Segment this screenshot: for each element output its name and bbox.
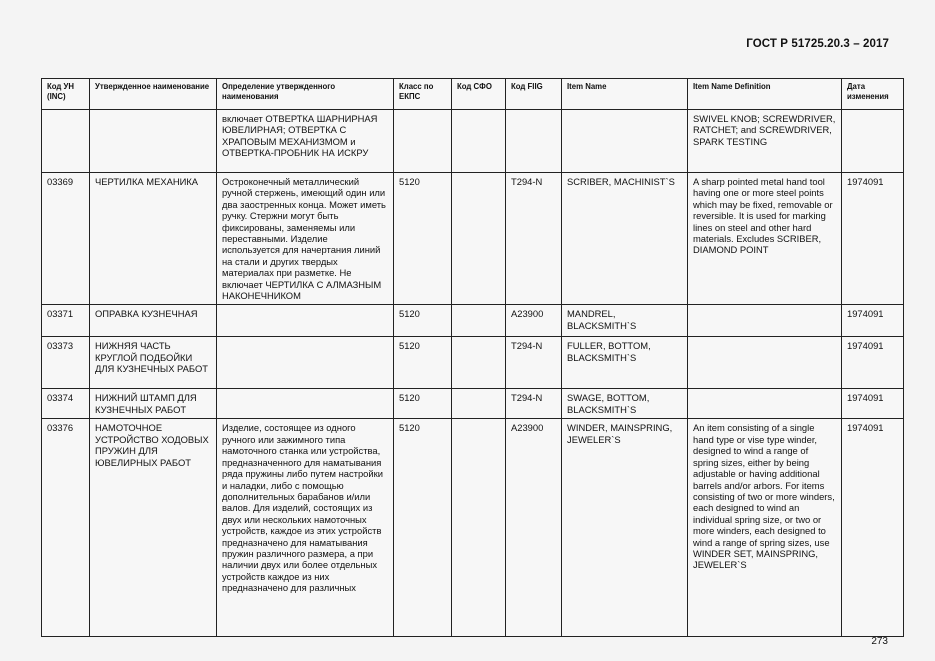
table-row bbox=[42, 337, 904, 389]
cell-item-definition: An item consisting of a single hand type or vise type winder, designed to wind a range of spring sizes, either by being adjustable or having additional barrels and/or arbors. For items consisting of two or more winders, each designed to wind an individual spring size, or two or more winders, each designed to wind a range of spring sizes, use WINDER SET, MAINSPRING, JEWELER`S bbox=[688, 419, 842, 637]
table-header-row bbox=[42, 79, 904, 110]
cell-item-name: FULLER, BOTTOM, BLACKSMITH`S bbox=[562, 337, 688, 389]
cell-code: 03373 bbox=[42, 337, 90, 389]
column-header-code: Код УН (INC) bbox=[42, 79, 90, 110]
cell-approved-name: НИЖНЯЯ ЧАСТЬ КРУГЛОЙ ПОДБОЙКИ ДЛЯ КУЗНЕЧНЫХ РАБОТ bbox=[90, 337, 217, 389]
cell-class: 5120 bbox=[394, 389, 452, 419]
cell-date: 1974091 bbox=[842, 389, 904, 419]
cell-item-definition bbox=[688, 305, 842, 337]
cell-definition: включает ОТВЕРТКА ШАРНИРНАЯ ЮВЕЛИРНАЯ; ОТВЕРТКА С ХРАПОВЫМ МЕХАНИЗМОМ и ОТВЕРТКА-ПРОБНИК НА ИСКРУ bbox=[217, 110, 394, 173]
cell-class: 5120 bbox=[394, 173, 452, 305]
table-row bbox=[42, 419, 904, 637]
table-row bbox=[42, 305, 904, 337]
cell-item-definition bbox=[688, 389, 842, 419]
cell-date: 1974091 bbox=[842, 173, 904, 305]
cell-sfo bbox=[452, 389, 506, 419]
cell-approved-name: НИЖНИЙ ШТАМП ДЛЯ КУЗНЕЧНЫХ РАБОТ bbox=[90, 389, 217, 419]
cell-sfo bbox=[452, 173, 506, 305]
table-row bbox=[42, 173, 904, 305]
cell-date bbox=[842, 110, 904, 173]
cell-class bbox=[394, 110, 452, 173]
cell-item-name: SWAGE, BOTTOM, BLACKSMITH`S bbox=[562, 389, 688, 419]
cell-definition bbox=[217, 337, 394, 389]
column-header-item-name: Item Name bbox=[562, 79, 688, 110]
cell-definition bbox=[217, 389, 394, 419]
cell-item-name: SCRIBER, MACHINIST`S bbox=[562, 173, 688, 305]
column-header-sfo: Код СФО bbox=[452, 79, 506, 110]
cell-code: 03374 bbox=[42, 389, 90, 419]
cell-sfo bbox=[452, 337, 506, 389]
cell-approved-name: ОПРАВКА КУЗНЕЧНАЯ bbox=[90, 305, 217, 337]
cell-fiig: T294-N bbox=[506, 337, 562, 389]
approved-names-table bbox=[41, 78, 904, 637]
cell-item-name: MANDREL, BLACKSMITH`S bbox=[562, 305, 688, 337]
cell-sfo bbox=[452, 305, 506, 337]
cell-fiig: A23900 bbox=[506, 305, 562, 337]
cell-sfo bbox=[452, 419, 506, 637]
column-header-fiig: Код FIIG bbox=[506, 79, 562, 110]
cell-item-name bbox=[562, 110, 688, 173]
page-number: 273 bbox=[871, 636, 888, 647]
cell-item-definition bbox=[688, 337, 842, 389]
cell-date: 1974091 bbox=[842, 305, 904, 337]
cell-definition: Изделие, состоящее из одного ручного или зажимного типа намоточного станка или устройства, предназначенного для наматывания ряда пружины либо путем настройки и наладки, либо с помощью дополнительных барабанов и/или валов. Для изделий, состоящих из двух или нескольких намоточных устройств, каждое из этих устройств предназначено для наматывания пружин различного размера, а при наличии двух или более отдельных устройств каждое из них предназначено для различных bbox=[217, 419, 394, 637]
cell-definition: Остроконечный металлический ручной стержень, имеющий один или два заостренных конца. Может иметь ручку. Стержни могут быть фиксированы, заменяемы или переставными. Изделие используется для начертания линий на стали и других твердых материалах при разметке. Не включает ЧЕРТИЛКА С АЛМАЗНЫМ НАКОНЕЧНИКОМ bbox=[217, 173, 394, 305]
cell-sfo bbox=[452, 110, 506, 173]
cell-code: 03376 bbox=[42, 419, 90, 637]
cell-approved-name: ЧЕРТИЛКА МЕХАНИКА bbox=[90, 173, 217, 305]
cell-fiig: A23900 bbox=[506, 419, 562, 637]
cell-class: 5120 bbox=[394, 419, 452, 637]
column-header-definition: Определение утвержденного наименования bbox=[217, 79, 394, 110]
cell-class: 5120 bbox=[394, 305, 452, 337]
cell-code bbox=[42, 110, 90, 173]
column-header-date: Дата изменения bbox=[842, 79, 904, 110]
cell-item-name: WINDER, MAINSPRING, JEWELER`S bbox=[562, 419, 688, 637]
cell-date: 1974091 bbox=[842, 419, 904, 637]
column-header-approved-name: Утвержденное наименование bbox=[90, 79, 217, 110]
cell-date: 1974091 bbox=[842, 337, 904, 389]
cell-fiig bbox=[506, 110, 562, 173]
cell-fiig: T294-N bbox=[506, 173, 562, 305]
cell-class: 5120 bbox=[394, 337, 452, 389]
cell-approved-name bbox=[90, 110, 217, 173]
cell-approved-name: НАМОТОЧНОЕ УСТРОЙСТВО ХОДОВЫХ ПРУЖИН ДЛЯ ЮВЕЛИРНЫХ РАБОТ bbox=[90, 419, 217, 637]
document-header-title: ГОСТ Р 51725.20.3 – 2017 bbox=[746, 38, 889, 50]
column-header-class: Класс по ЕКПС bbox=[394, 79, 452, 110]
cell-fiig: T294-N bbox=[506, 389, 562, 419]
cell-code: 03369 bbox=[42, 173, 90, 305]
cell-code: 03371 bbox=[42, 305, 90, 337]
table-row bbox=[42, 110, 904, 173]
cell-item-definition: A sharp pointed metal hand tool having one or more steel points which may be fixed, removable or reversible. It is used for marking lines on steel and other hard materials. Excludes SCRIBER, DIAMOND POINT bbox=[688, 173, 842, 305]
cell-definition bbox=[217, 305, 394, 337]
column-header-item-definition: Item Name Definition bbox=[688, 79, 842, 110]
table-row bbox=[42, 389, 904, 419]
cell-item-definition: SWIVEL KNOB; SCREWDRIVER, RATCHET; and SCREWDRIVER, SPARK TESTING bbox=[688, 110, 842, 173]
